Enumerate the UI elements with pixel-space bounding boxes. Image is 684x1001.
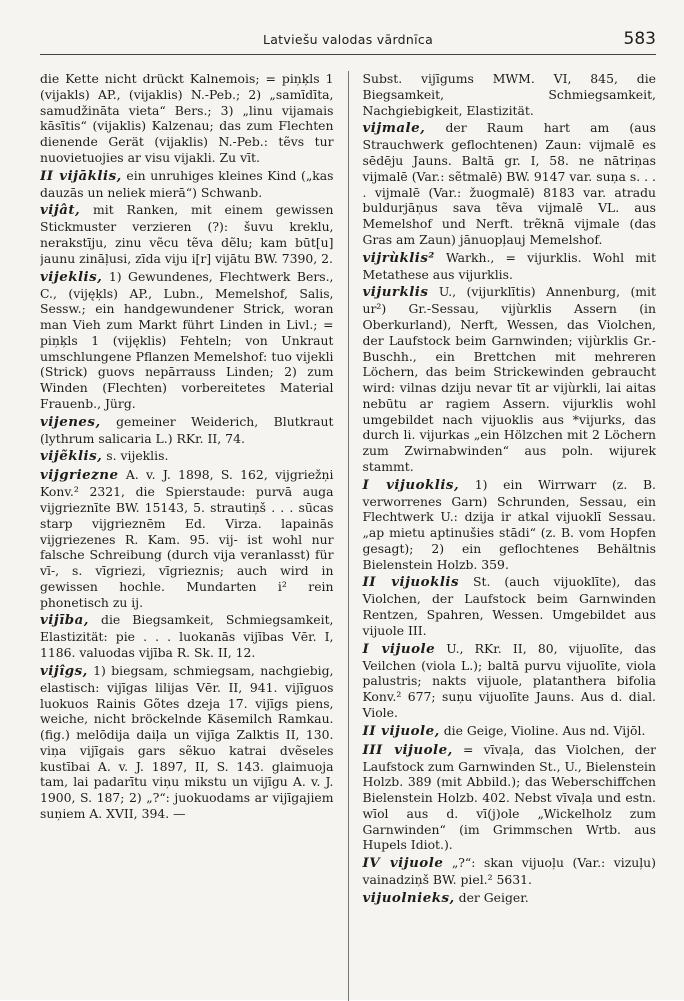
dictionary-entry [363,250,657,283]
dictionary-entry [363,71,657,118]
dictionary-entry [40,414,334,447]
entry-headword: vijîgs, [40,662,88,679]
entry-text: 1) ein Wirrwarr (z. B. verworrenes Garn) Schrunden, Sessau, ein Flechtwerk U.: dzija ir atkal vijuoklī Sessau. „ap mietu aptinušies stādi“ (z. B. vom Hopfen gesagt); 2) ein geflochtenes Behältnis Bielenstein Holzb. 359. [362,476,656,572]
left-column [40,71,349,1001]
page-number: 583 [623,29,656,49]
dictionary-entry [40,71,334,166]
entry-text: Subst. vijīgums MWM. VI, 845, die Biegsamkeit, Schmiegsamkeit, Nachgiebigkeit, Elastizität. [362,71,656,118]
entry-headword: I vijuoklis, [362,476,460,493]
entry-text: Warkh., = vijurklis. Wohl mit Metathese aus vijurklis. [362,249,656,282]
entry-headword: II vijuole, [362,722,440,739]
page-header [40,26,656,55]
entry-text: die Kette nicht drückt Kalnemois; = piņķls 1 (vijakls) AP., (vijaklis) N.-Peb.; 2) „samīdīta, samudžināta vieta“ Bers.; 3) „linu vijamais kāsītis“ (vijaklis) Kalzenau; das zum Flechten dienende Gerät (vijaklis) N.-Peb.: tẽvs tur nuovietuojies ar visu vijakli. Zu vīt. [40,71,334,165]
dictionary-entry [40,168,334,201]
dictionary-entry [363,477,657,573]
entry-text: „?“: skan vijuoļu (Var.: vizuļu) vainadziņš BW. piel.² 5631. [362,855,656,887]
entry-text: St. (auch vijuoklīte), das Violchen, der Laufstock beim Garnwinden Rentzen, Spahren, Wessen. Umgebildet aus vijuole III. [362,574,656,638]
entry-headword: vijuolnieks, [362,889,455,906]
two-column-body [40,71,656,1001]
dictionary-entry [363,284,657,474]
entry-text: ein unruhiges kleines Kind („kas dauzās un neliek mierā“) Schwanb. [40,167,334,200]
entry-text: mit Ranken, mit einem gewissen Stickmuster verzieren (?): šuvu kreklu, nerakstīju, zinu vẽcu tẽva dẽlu; kam būt[u] jaunu zināļusi, zīda viju i[r] vijātu BW. 7390, 2. [40,202,334,266]
entry-headword: vijenes, [40,413,101,430]
entry-headword: vijgriezne [40,467,119,484]
right-column [349,71,657,1001]
dictionary-entry [363,723,657,740]
dictionary-entry [40,663,334,822]
dictionary-entry [40,202,334,266]
entry-text: U., (vijurklītis) Annenburg, (mit ur²) Gr.-Sessau, vijùrklis Assern (in Oberkurland), Nerft, Wessen, das Violchen, der Laufstock beim Garnwinden; vijùrklis Gr.-Buschh., ein Brettchen mit mehreren Löchern, das beim Strickewinden gebraucht wird: vilnas dziju nevar tīt ar vijùrkli, lai aitas nebūtu ar ragiem Assern. vijurklis wohl umgebildet nach vijuoklis aus *vijurks, das durch li. vijurkas „ein Hölzchen mit 2 Löchern zum Zwirnabwinden“ aus poln. wijurek stammt. [362,284,656,474]
entry-headword: vijība, [40,612,89,629]
dictionary-entry [363,742,657,854]
entry-headword: vijât, [40,202,81,219]
entry-headword: vijẽklis, [40,448,103,465]
entry-text: s. vijeklis. [106,448,169,464]
entry-headword: vijmale, [362,120,426,137]
dictionary-entry [363,120,657,247]
running-title: Latviešu valodas vārdnīca [262,32,434,47]
entry-text: A. v. J. 1898, S. 162, vijgriežņi Konv.² 2321, die Spierstaude: purvā auga vijgrieznīte BW. 15143, 5. strautiņš . . . sūcas starp vijgrieznēm Ed. Virza. lapainās vijgriezenes R. Kam. 95. vij- ist wohl nur falsche Schreibung (durch vija veranlasst) für vī-, s. vīgriezi, vīgrieznis; auch wird in gewissen hochle. Mundarten i² rein phonetisch zu ij. [40,467,334,610]
entry-headword: II vijuoklis [362,574,460,591]
entry-text: die Geige, Violine. Aus nd. Vijōl. [443,722,646,738]
dictionary-entry [363,855,657,888]
entry-headword: IV vijuole [362,855,444,871]
entry-text: U., RKr. II, 80, vijuolīte, das Veilchen (viola L.); baltā purvu vijuolīte, viola palustris; nakts vijuole, platanthera bifolia Konv.² 677; suņu vijuolīte Jauns. Aus d. dial. Viole. [362,640,656,720]
entry-text: = vīvaļa, das Violchen, der Laufstock zum Garnwinden St., U., Bielenstein Holzb. 389 (mit Abbild.); das Weberschiffchen Bielenstein Holzb. 402. Nebst vīvaļa und estn. wīol aus d. vī(j)ole „Wickelholz zum Garnwinden“ (im Grimmschen Wrtb. aus Hupels Idiot.). [362,741,656,853]
entry-text: der Geiger. [458,889,529,905]
entry-headword: III vijuole, [362,741,453,758]
entry-text: 1) Gewundenes, Flechtwerk Bers., C., (vijęķls) AP., Lubn., Memelshof, Salis, Sessw.; ein handgewundener Strick, woran man Vieh zum Markt führt Linden in Livl.; = piņķls 1 (vijęklis) Fehteln; von Unkraut umschlungene Pflanzen Memelshof: tuo vijekli (Strick) guovs nepārrauss Linden; 2) zum Winden (Flechten) vorbereitetes Material Frauenb., Jürg. [40,268,334,411]
entry-headword: I vijuole [362,640,436,657]
entry-headword: vijrùklis² [362,249,435,266]
dictionary-entry [40,269,334,412]
dictionary-entry [363,890,657,907]
entry-text: gemeiner Weiderich, Blutkraut (lythrum salicaria L.) RKr. II, 74. [40,413,334,446]
dictionary-entry [363,574,657,638]
entry-headword: vijurklis [362,284,429,301]
dictionary-entry [40,467,334,610]
entry-text: 1) biegsam, schmiegsam, nachgiebig, elastisch: vijīgas lilijas Vēr. II, 941. vijīguos luokuos Rainis Gõtes dzeja 17. vijīgs piens, weiche, nicht bröckelnde Käsemilch Ramkau. (fig.) melōdija daiļa un vijīga Zalktis II, 130. viņa vijīgais gars sẽkuo katrai dvẽseles kustībai A. v. J. 1897, II, S. 143. glaimuoja tam, lai padarītu viņu mikstu un vijīgu A. v. J. 1900, S. 187; 2) „?“: juokuodams ar vijīgajiem suņiem A. XVII, 394. — [40,662,334,821]
entry-text: die Biegsamkeit, Schmiegsamkeit, Elastizität: pie . . . luokanās vijības Vēr. I, 1186. valuodas vijība R. Sk. II, 12. [40,612,334,660]
entry-headword: II vijāklis, [40,167,122,184]
dictionary-entry [40,448,334,465]
dictionary-entry [363,641,657,721]
entry-headword: vijeklis, [40,268,103,285]
dictionary-entry [40,612,334,661]
entry-text: der Raum hart am (aus Strauchwerk geflochtenen) Zaun: vijmalē es sēdēju Jauns. Baltā gr. I, 58. ne nātriņas vijmalē (Var.: sẽtmalē) BW. 9147 var. suņa s. . . . vijmalē (Var.: žuogmalē) 8183 var. atradu buldurjāņus sava tẽva vijmalē VL. aus Memelshof und Nerft. trẽknā vijmale (das Gras am Zaun) jānuopļauj Memelshof. [362,120,656,247]
